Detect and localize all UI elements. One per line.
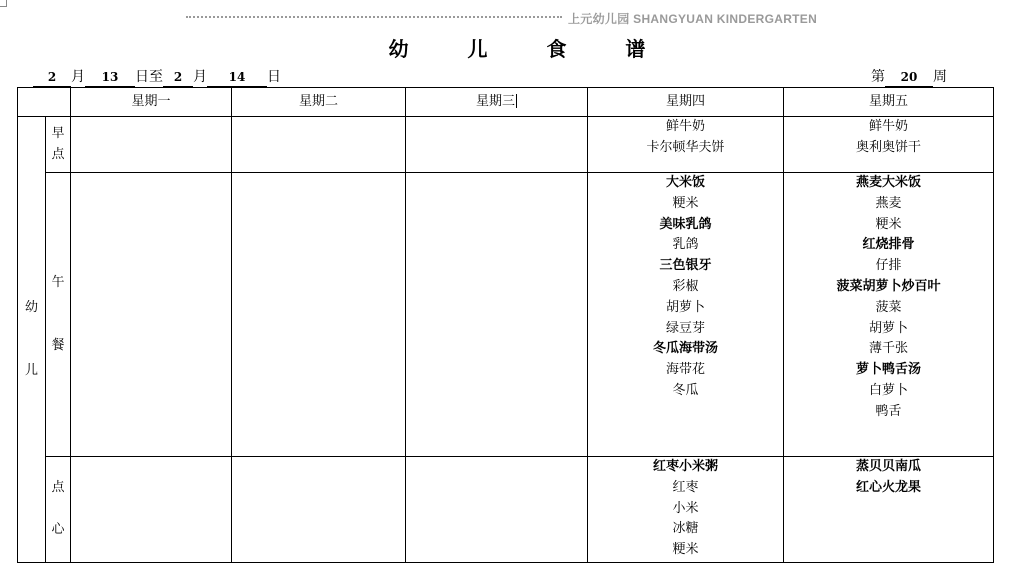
dish-ingredient: 仔排 [875,258,902,274]
dish-ingredient: 薄千张 [868,341,908,357]
meal-label [46,117,71,173]
dish-name: 大米饭 [665,175,705,190]
kindergarten-brand: 上元幼儿园 SHANGYUAN KINDERGARTEN [568,12,818,26]
menu-cell[interactable] [232,457,406,563]
meal-label-char: 早 [51,125,65,141]
menu-cell[interactable] [232,117,406,173]
dish-ingredient: 菠菜 [875,299,902,315]
menu-cell[interactable] [784,173,994,457]
text-cursor [516,94,517,108]
meal-label-char: 心 [51,522,65,537]
group-label [18,117,46,563]
menu-cell[interactable] [406,457,588,563]
dish-ingredient: 粳米 [672,542,699,558]
menu-cell[interactable] [588,457,784,563]
group-label-char: 儿 [24,362,38,378]
date-range [33,66,281,87]
dish-ingredient: 冰糖 [672,521,699,537]
dish-ingredient: 鲜牛奶 [868,119,908,134]
dish-ingredient: 奥利奥饼干 [855,139,921,155]
page-title: 幼 儿 食 谱 [388,37,672,61]
day-header[interactable]: 星期一 [71,88,232,117]
meal-label [46,173,71,457]
menu-cell[interactable] [784,117,994,173]
dish-ingredient: 海带花 [665,362,705,378]
dish-ingredient: 燕麦 [875,195,902,211]
dish-name: 冬瓜海带汤 [652,341,718,357]
day-label: 日 [267,69,281,85]
dish-name: 萝卜鸭舌汤 [855,362,921,378]
dish-name: 美味乳鸽 [659,216,712,232]
to-day[interactable]: 14 [207,68,267,87]
dish-ingredient: 乳鸽 [672,237,699,253]
meal-label-char: 午 [51,274,65,290]
dish-ingredient: 彩椒 [672,278,699,294]
day-header[interactable]: 星期四 [588,88,784,117]
week-prefix: 第 [871,69,885,85]
dish-name: 红枣小米粥 [652,459,718,474]
dish-ingredient: 粳米 [875,216,902,232]
header-dotted-rule [186,16,562,18]
week-suffix: 周 [933,69,947,85]
menu-cell[interactable] [71,173,232,457]
to-month[interactable]: 2 [163,68,193,87]
menu-cell[interactable] [71,117,232,173]
dish-ingredient: 红枣 [672,479,699,495]
menu-cell[interactable] [406,173,588,457]
month-label: 月 [71,69,85,85]
menu-cell[interactable] [71,457,232,563]
dish-name: 三色银牙 [659,258,712,274]
meal-row-breakfast [18,117,994,173]
dish-name: 菠菜胡萝卜炒百叶 [836,278,941,294]
meal-row-snack [18,457,994,563]
menu-cell[interactable] [784,457,994,563]
corner-cell [18,88,71,117]
week-no[interactable]: 20 [885,68,933,87]
meal-label-char: 点 [51,146,65,162]
dish-ingredient: 鲜牛奶 [665,119,705,134]
dish-ingredient: 白萝卜 [868,382,908,398]
page-corner-mark [0,0,7,7]
dish-name: 燕麦大米饭 [855,175,921,190]
meal-row-lunch [18,173,994,457]
meal-label-char: 餐 [51,337,65,353]
group-label-char: 幼 [24,299,38,315]
dish-ingredient: 鸭舌 [875,403,902,419]
dish-name: 红心火龙果 [855,479,921,495]
from-month[interactable]: 2 [33,68,71,87]
dish-ingredient: 冬瓜 [672,382,699,398]
meal-label [46,457,71,563]
dish-name: 蒸贝贝南瓜 [855,459,921,474]
dish-name: 红烧排骨 [862,237,915,253]
day-header[interactable]: 星期五 [784,88,994,117]
header-row [18,88,994,117]
week-number [871,66,947,87]
dish-ingredient: 卡尔顿华夫饼 [646,139,725,155]
day-header[interactable]: 星期二 [232,88,406,117]
menu-cell[interactable] [232,173,406,457]
menu-cell[interactable] [588,117,784,173]
from-day[interactable]: 13 [85,68,135,87]
dish-ingredient: 绿豆芽 [665,320,705,336]
dish-ingredient: 粳米 [672,195,699,211]
dish-ingredient: 胡萝卜 [868,320,908,336]
menu-cell[interactable] [406,117,588,173]
dish-ingredient: 胡萝卜 [665,299,705,315]
day-header[interactable] [406,88,588,117]
menu-cell[interactable] [588,173,784,457]
dish-ingredient: 小米 [672,500,699,516]
day-to-label: 日至 [135,69,163,85]
day-header-text: 星期三 [475,93,515,109]
meal-label-char: 点 [51,480,65,496]
month-label-2: 月 [193,69,207,85]
menu-table [17,87,994,563]
